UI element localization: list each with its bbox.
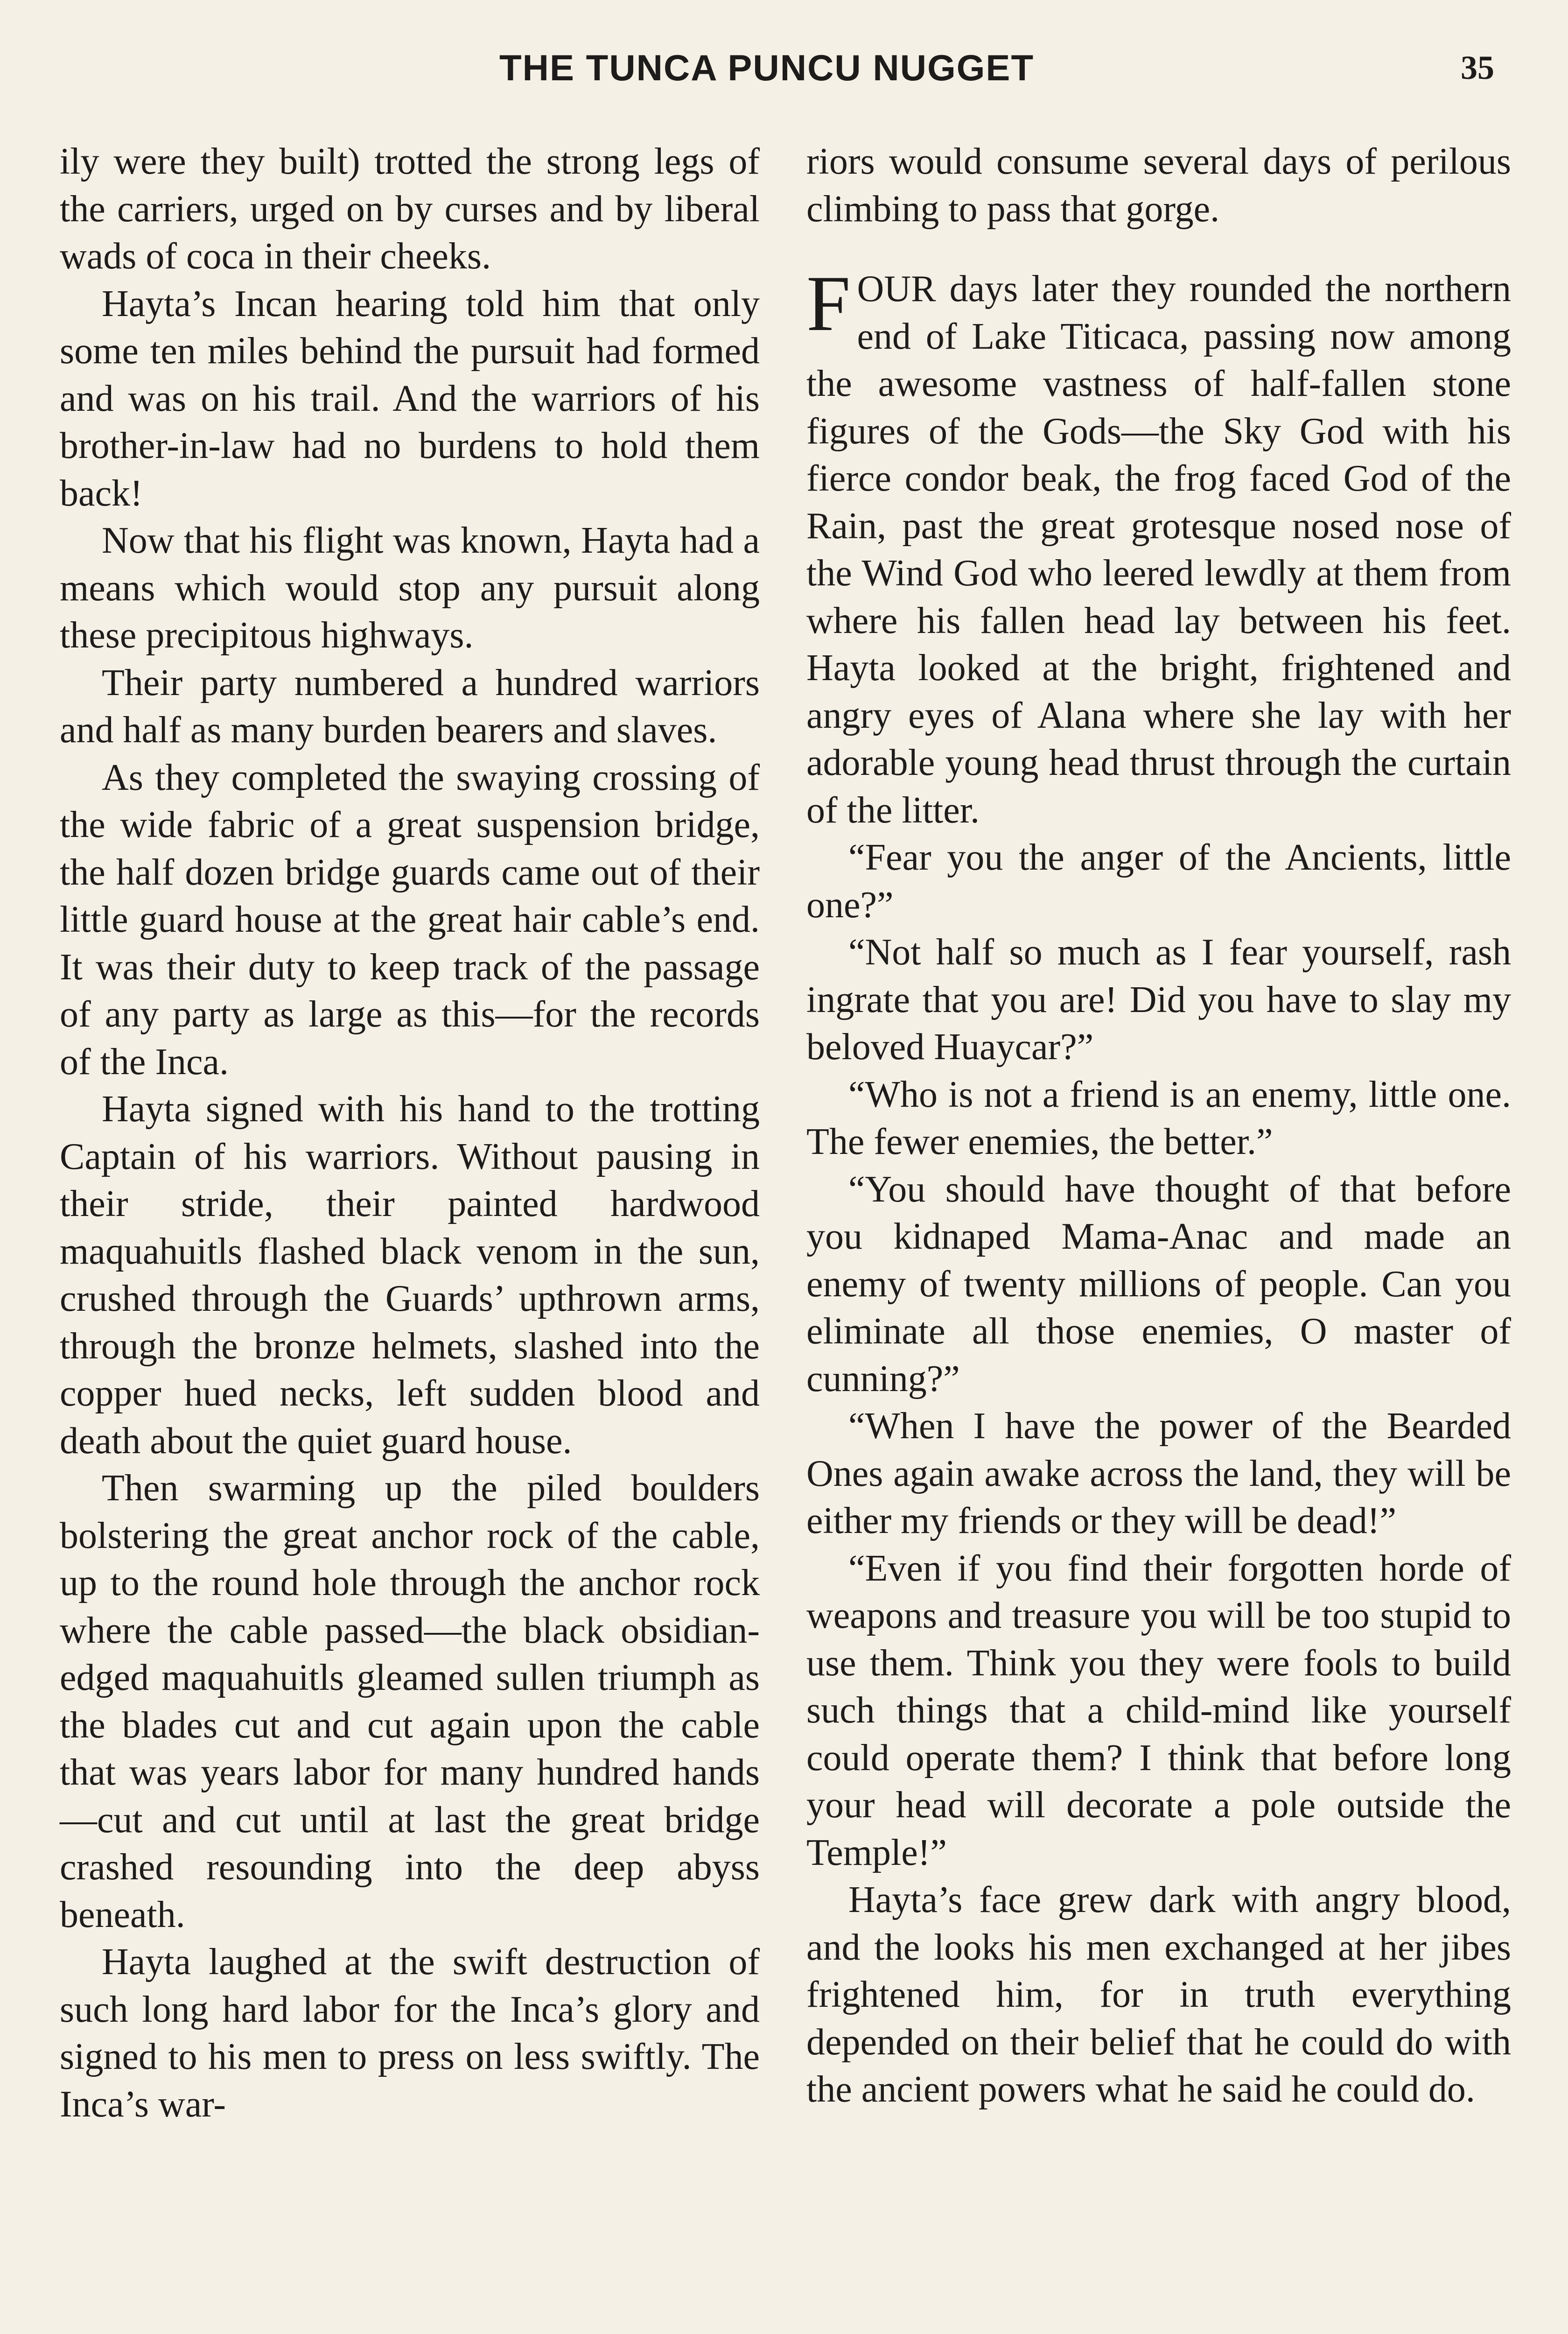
paragraph: “You should have thought of that before you kidnaped Mama-Anac and made an enemy of twenty millions of people. Can you eliminate all those enemies, O master of cunning?” bbox=[806, 1168, 1511, 1399]
paragraph: Their party numbered a hundred warriors and half as many burden bearers and slaves. bbox=[60, 662, 760, 751]
paragraph: “Fear you the anger of the Ancients, little one?” bbox=[806, 837, 1511, 926]
paragraph: Hayta’s Incan hearing told him that only some ten miles behind the pursuit had formed and was on his trail. And the warriors of his brother-in-law had no burdens to hold them back! bbox=[60, 283, 760, 514]
left-column bbox=[60, 138, 760, 2128]
paragraph: Hayta’s face grew dark with angry blood, and the looks his men exchanged at her jibes frightened him, for in truth everything depended on their belief that he could do with the ancient powers what he said he could do. bbox=[806, 1879, 1511, 2110]
paragraph: “Even if you find their forgotten horde of weapons and treasure you will be too stupid to use them. Think you they were fools to build such things that a child-mind like yourself could operate them? I think that before long your head will decorate a pole outside the Temple!” bbox=[806, 1547, 1511, 1873]
paragraph: ily were they built) trotted the strong legs of the carriers, urged on by curses and by liberal wads of coca in their cheeks. bbox=[60, 141, 760, 277]
paragraph: “Who is not a friend is an enemy, little one. The fewer enemies, the better.” bbox=[806, 1074, 1511, 1162]
right-column bbox=[806, 138, 1511, 2114]
page-number: 35 bbox=[1461, 49, 1494, 86]
paragraph: “Not half so much as I fear yourself, rash ingrate that you are! Did you have to slay my beloved Huaycar?” bbox=[806, 932, 1511, 1068]
section-opening-paragraph bbox=[806, 260, 1511, 834]
paragraph-text: days later they rounded the northern end of Lake Titicaca, passing now among the awesome vastness of half-fallen stone figures of the Gods—the Sky God with his fierce condor beak, the frog faced God of the Rain, past the great grotesque nosed nose of the Wind God who leered lewdly at them from where his fallen head lay between his feet. Hayta looked at the bright, frightened and angry eyes of Alana where she lay with her adorable young head thrust through the curtain of the litter. bbox=[806, 268, 1511, 831]
paragraph: “When I have the power of the Bearded Ones again awake across the land, they will be either my friends or they will be dead!” bbox=[806, 1406, 1511, 1541]
paragraph: Hayta laughed at the swift destruction of such long hard labor for the Inca’s glory and signed to his men to press on less swiftly. The Inca’s war- bbox=[60, 1941, 760, 2125]
paragraph: As they completed the swaying crossing of the wide fabric of a great suspension bridge, the half dozen bridge guards came out of their little guard house at the great hair cable’s end. It was their duty to keep track of the passage of any party as large as this—for the records of the Inca. bbox=[60, 757, 760, 1083]
paragraph: riors would consume several days of perilous climbing to pass that gorge. bbox=[806, 141, 1511, 230]
paragraph: Now that his flight was known, Hayta had a means which would stop any pursuit along these precipitous highways. bbox=[60, 520, 760, 656]
page-header bbox=[0, 47, 1568, 93]
running-title: THE TUNCA PUNCU NUGGET bbox=[499, 47, 1035, 88]
paragraph: Then swarming up the piled boulders bolstering the great anchor rock of the cable, up to the round hole through the anchor rock where the cable passed—the black obsidian-edged maquahuitls gleamed sullen triumph as the blades cut and cut again upon the cable that was years labor for many hundred hands—cut and cut until at last the great bridge crashed resounding into the deep abyss beneath. bbox=[60, 1468, 760, 1935]
dropcap-smallcaps: OUR bbox=[857, 268, 936, 309]
paragraph: Hayta signed with his hand to the trotting Captain of his warriors. Without pausing in their stride, their painted hardwood maquahuitls flashed black venom in the sun, crushed through the Guards’ upthrown arms, through the bronze helmets, slashed into the copper hued necks, left sudden blood and death about the quiet guard house. bbox=[60, 1089, 760, 1462]
drop-cap: F bbox=[806, 260, 851, 347]
